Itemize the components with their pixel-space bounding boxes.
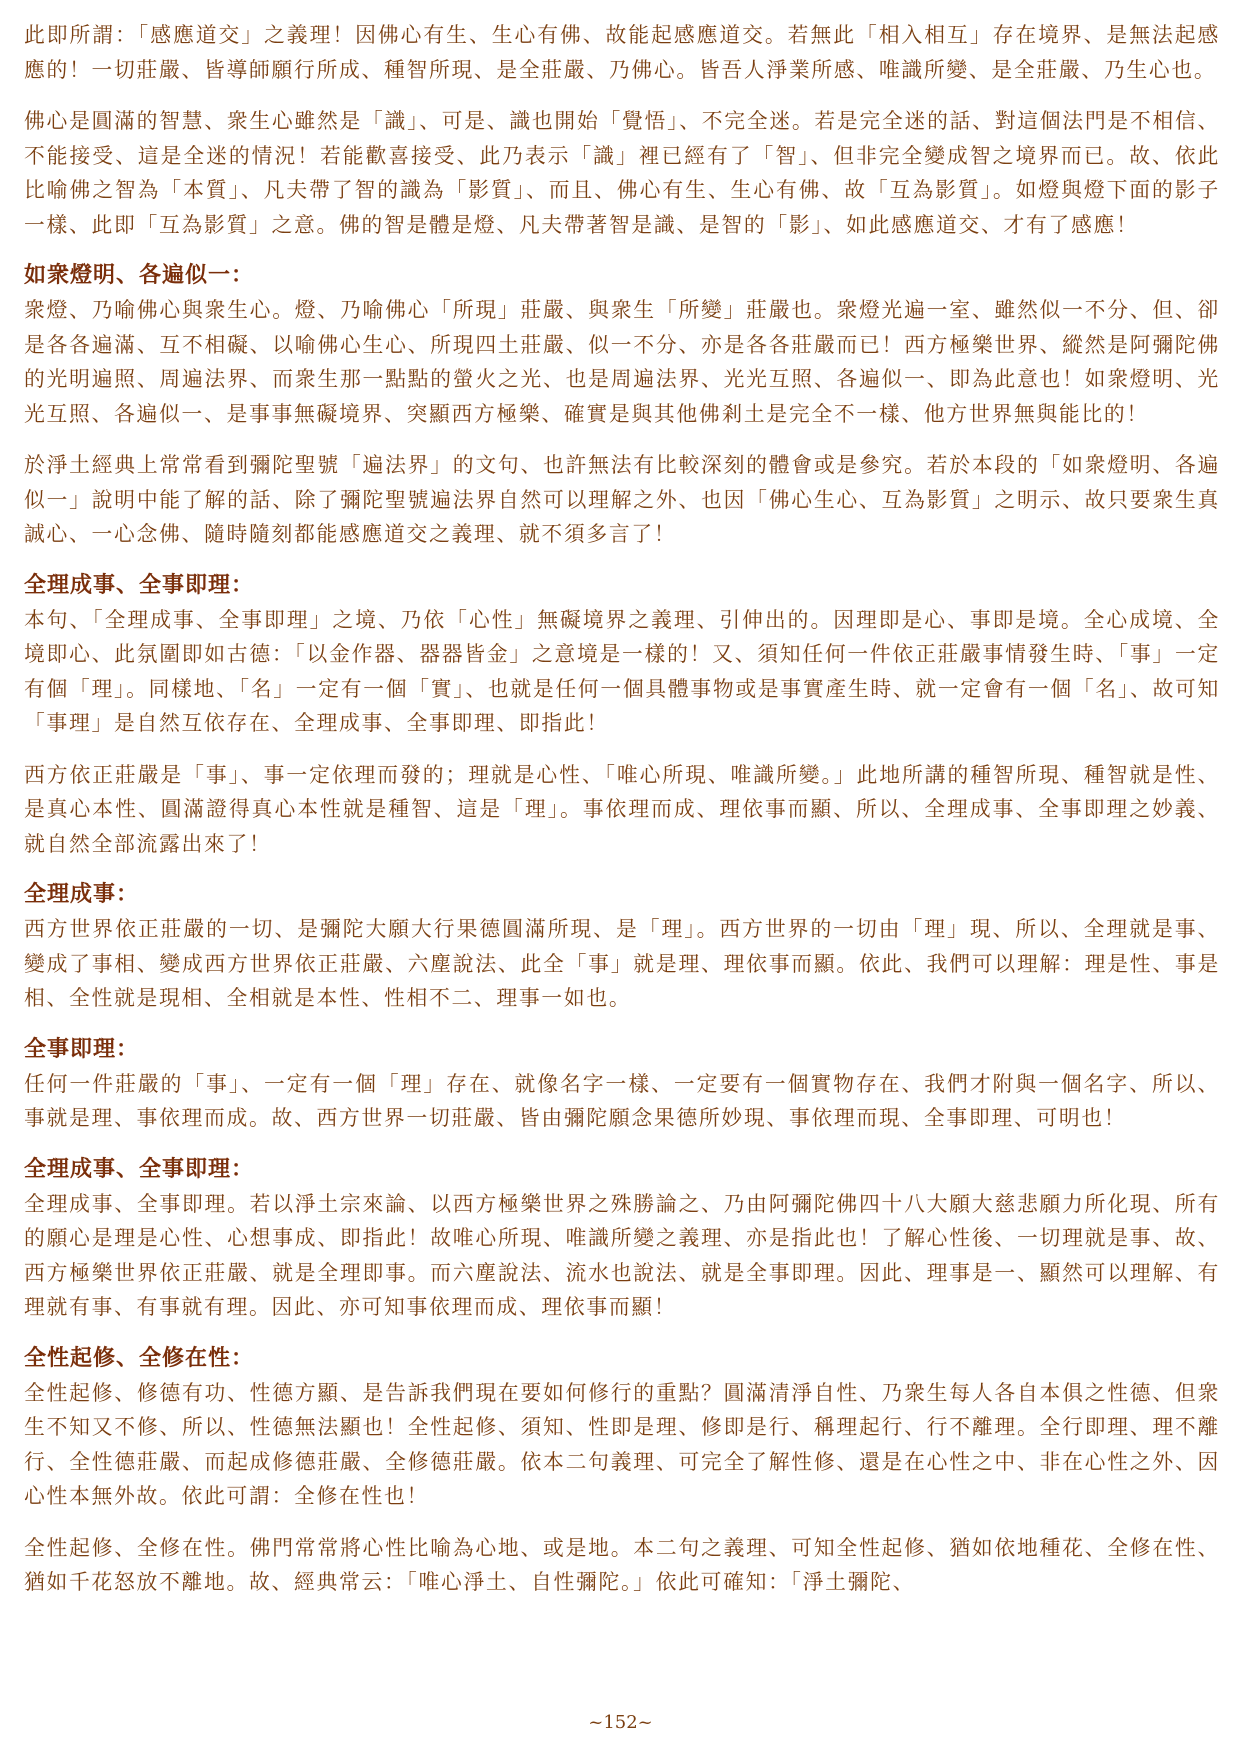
paragraph-10: 全性起修、修德有功、性德方顯、是告訴我們現在要如何修行的重點？圓滿清淨自性、乃衆生每人各自本俱之性德、但衆生不知又不修、所以、性德無法顯也！全性起修、須知、性即是理、修即是行、稱理起行、行不離理。全行即理、理不離行、全性德莊嚴、而起成修德莊嚴、全修德莊嚴。依本二句義理、可完全了解性修、還是在心性之中、非在心性之外、因心性本無外故。依此可謂：全修在性也！ [24, 1380, 1220, 1508]
paragraph-6: 西方依正莊嚴是「事」、事一定依理而發的；理就是心性、「唯心所現、唯識所變。」此地所講的種智所現、種智就是性、是真心本性、圓滿證得真心本性就是種智、這是「理」。事依理而成、理依事而顯、所以、全理成事、全事即理之妙義、就自然全部流露出來了！ [24, 762, 1220, 856]
paragraph-2: 佛心是圓滿的智慧、衆生心雖然是「識」、可是、識也開始「覺悟」、不完全迷。若是完全迷的話、對這個法門是不相信、不能接受、這是全迷的情況！若能歡喜接受、此乃表示「識」裡已經有了「智」、但非完全變成智之境界而已。故、依此比喻佛之智為「本質」、凡夫帶了智的識為「影質」、而且、佛心有生、生心有佛、故「互為影質」。如燈與燈下面的影子一樣、此即「互為影質」之意。佛的智是體是燈、凡夫帶著智是識、是智的「影」、如此感應道交、才有了感應！ [24, 109, 1220, 237]
section-heading-2: 全理成事、全事即理： [24, 572, 255, 598]
paragraph-8: 任何一件莊嚴的「事」、一定有一個「理」存在、就像名字一樣、一定要有一個實物存在、我們才附與一個名字、所以、事就是理、事依理而成。故、西方世界一切莊嚴、皆由彌陀願念果德所妙現、事依理而現、全事即理、可明也！ [24, 1071, 1220, 1130]
section-heading-4: 全事即理： [24, 1036, 140, 1062]
paragraph-5: 本句、「全理成事、全事即理」之境、乃依「心性」無礙境界之義理、引伸出的。因理即是心、事即是境。全心成境、全境即心、此氛圍即如古德：「以金作器、器器皆金」之意境是一樣的！又、須知任何一件依正莊嚴事情發生時、「事」一定有個「理」。同樣地、「名」一定有一個「實」、也就是任何一個具體事物或是事實產生時、就一定會有一個「名」、故可知「事理」是自然互依存在、全理成事、全事即理、即指此！ [24, 607, 1220, 735]
page-body [24, 18, 1220, 1617]
paragraph-7: 西方世界依正莊嚴的一切、是彌陀大願大行果德圓滿所現、是「理」。西方世界的一切由「理」現、所以、全理就是事、變成了事相、變成西方世界依正莊嚴、六塵說法、此全「事」就是理、理依事而顯。依此、我們可以理解：理是性、事是相、全性就是現相、全相就是本性、性相不二、理事一如也。 [24, 917, 1220, 1010]
paragraph-3: 衆燈、乃喻佛心與衆生心。燈、乃喻佛心「所現」莊嚴、與衆生「所變」莊嚴也。衆燈光遍一室、雖然似一不分、但、卻是各各遍滿、互不相礙、以喻佛心生心、所現四土莊嚴、似一不分、亦是各各莊嚴而已！西方極樂世界、縱然是阿彌陀佛的光明遍照、周遍法界、而衆生那一點點的螢火之光、也是周遍法界、光光互照、各遍似一、即為此意也！如衆燈明、光光互照、各遍似一、是事事無礙境界、突顯西方極樂、確實是與其他佛剎土是完全不一樣、他方世界無與能比的！ [24, 298, 1220, 426]
section-heading-6: 全性起修、全修在性： [24, 1345, 255, 1371]
paragraph-11: 全性起修、全修在性。佛門常常將心性比喻為心地、或是地。本二句之義理、可知全性起修、猶如依地種花、全修在性、猶如千花怒放不離地。故、經典常云：「唯心淨土、自性彌陀。」依此可確知：「淨土彌陀、 [24, 1535, 1220, 1594]
paragraph-4: 於淨土經典上常常看到彌陀聖號「遍法界」的文句、也許無法有比較深刻的體會或是參究。若於本段的「如衆燈明、各遍似一」說明中能了解的話、除了彌陀聖號遍法界自然可以理解之外、也因「佛心生心、互為影質」之明示、故只要衆生真誠心、一心念佛、隨時隨刻都能感應道交之義理、就不須多言了！ [24, 453, 1220, 546]
page-number: ~152~ [588, 1712, 653, 1733]
section-heading-3: 全理成事： [24, 882, 140, 907]
paragraph-9: 全理成事、全事即理。若以淨土宗來論、以西方極樂世界之殊勝論之、乃由阿彌陀佛四十八大願大慈悲願力所化現、所有的願心是理是心性、心想事成、即指此！故唯心所現、唯識所變之義理、亦是指此也！了解心性後、一切理就是事、故、西方極樂世界依正莊嚴、就是全理即事。而六塵說法、流水也說法、就是全事即理。因此、理事是一、顯然可以理解、有理就有事、有事就有理。因此、亦可知事依理而成、理依事而顯！ [24, 1191, 1220, 1319]
section-heading-1: 如衆燈明、各遍似一： [24, 263, 255, 288]
paragraph-1: 此即所謂：「感應道交」之義理！因佛心有生、生心有佛、故能起感應道交。若無此「相入相互」存在境界、是無法起感應的！一切莊嚴、皆導師願行所成、種智所現、是全莊嚴、乃佛心。皆吾人淨業所感、唯識所變、是全莊嚴、乃生心也。 [24, 23, 1220, 82]
section-heading-5: 全理成事、全事即理： [24, 1156, 255, 1182]
